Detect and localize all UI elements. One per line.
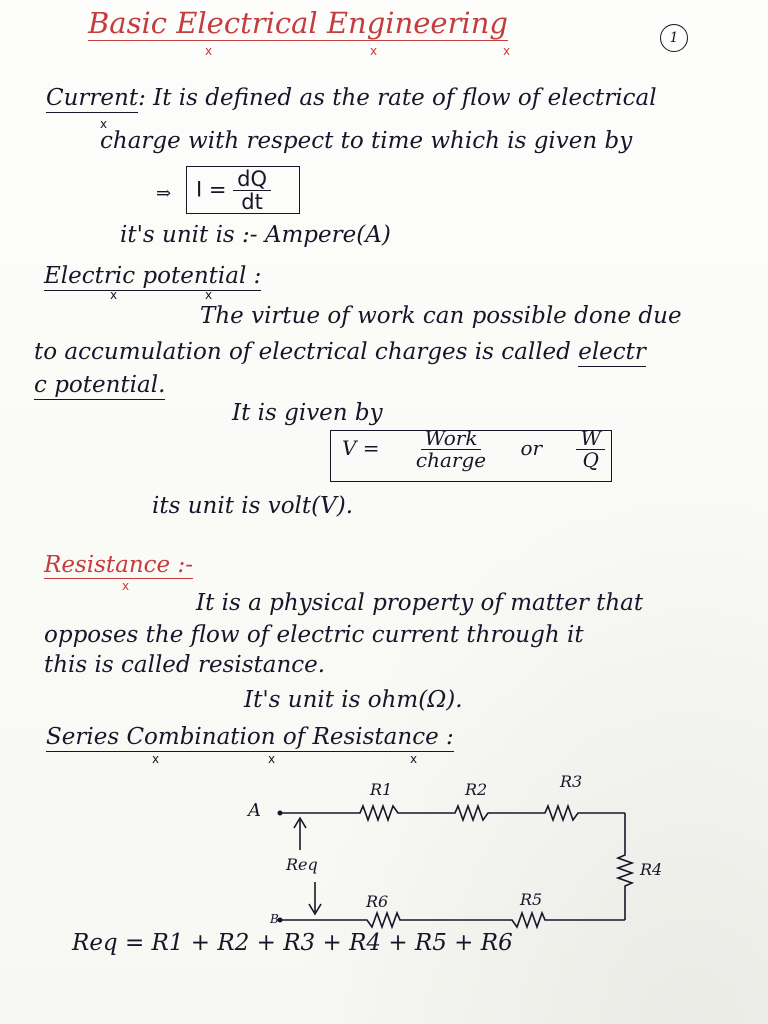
potential-text-2: to accumulation of electrical charges is called (34, 339, 571, 365)
formula-lhs: I = (196, 177, 227, 202)
terminal-a-label: A (248, 800, 261, 821)
formula-denominator: charge (415, 448, 487, 472)
formula-denominator-2: Q (582, 448, 599, 472)
potential-text-3: c potential. (34, 372, 166, 398)
current-heading: Current (46, 85, 139, 111)
x-mark: x (205, 44, 213, 58)
formula-numerator-2: W (576, 428, 605, 450)
formula-denominator: dt (241, 190, 263, 215)
label-r6: R6 (366, 892, 389, 911)
formula-lhs: V = (342, 436, 380, 460)
label-r5: R5 (520, 890, 543, 909)
current-definition-line-2: charge with respect to time which is given by (100, 128, 633, 154)
terminal-b-label: B (270, 912, 279, 926)
arrow-icon: ⇒ (156, 183, 172, 204)
x-mark: x (110, 288, 118, 302)
potential-line-1: The virtue of work can possible done due (200, 303, 682, 329)
label-r2: R2 (465, 780, 488, 799)
formula-numerator: Work (421, 428, 482, 450)
x-mark: x (410, 752, 418, 766)
formula-numerator: dQ (233, 168, 271, 191)
label-r4: R4 (640, 860, 663, 879)
potential-unit: its unit is volt(V). (152, 493, 354, 519)
x-mark: x (152, 752, 160, 766)
resistance-line-3: this is called resistance. (44, 652, 326, 678)
series-heading-text: Series Combination of Resistance : (46, 724, 454, 750)
current-unit: it's unit is :- Ampere(A) (120, 222, 391, 248)
page-number: 1 (660, 24, 688, 52)
page-title: Basic Electrical Engineering (88, 6, 508, 40)
x-mark: x (205, 288, 213, 302)
potential-text-2-underlined: electr (578, 339, 646, 365)
right-wire (618, 813, 632, 920)
x-mark: x (122, 579, 130, 593)
resistance-line-1: It is a physical property of matter that (196, 590, 644, 616)
top-wire (280, 806, 625, 820)
bottom-wire (280, 913, 625, 927)
series-equation: Req = R1 + R2 + R3 + R4 + R5 + R6 (72, 930, 513, 956)
resistance-unit: It's unit is ohm(Ω). (244, 687, 463, 713)
current-text-1: : It is defined as the rate of flow of electrical (138, 85, 657, 111)
resistance-line-2: opposes the flow of electric current through it (44, 622, 584, 648)
x-mark: x (100, 117, 108, 131)
label-req: Req (286, 855, 318, 874)
x-mark: x (503, 44, 511, 58)
resistance-heading-text: Resistance :- (44, 552, 193, 578)
terminal-a (278, 811, 283, 816)
label-r1: R1 (370, 780, 393, 799)
x-mark: x (268, 752, 276, 766)
formula-or: or (520, 436, 543, 460)
x-mark: x (370, 44, 378, 58)
label-r3: R3 (560, 772, 583, 791)
potential-given-by: It is given by (232, 400, 383, 426)
potential-heading-text: Electric potential : (44, 263, 262, 289)
